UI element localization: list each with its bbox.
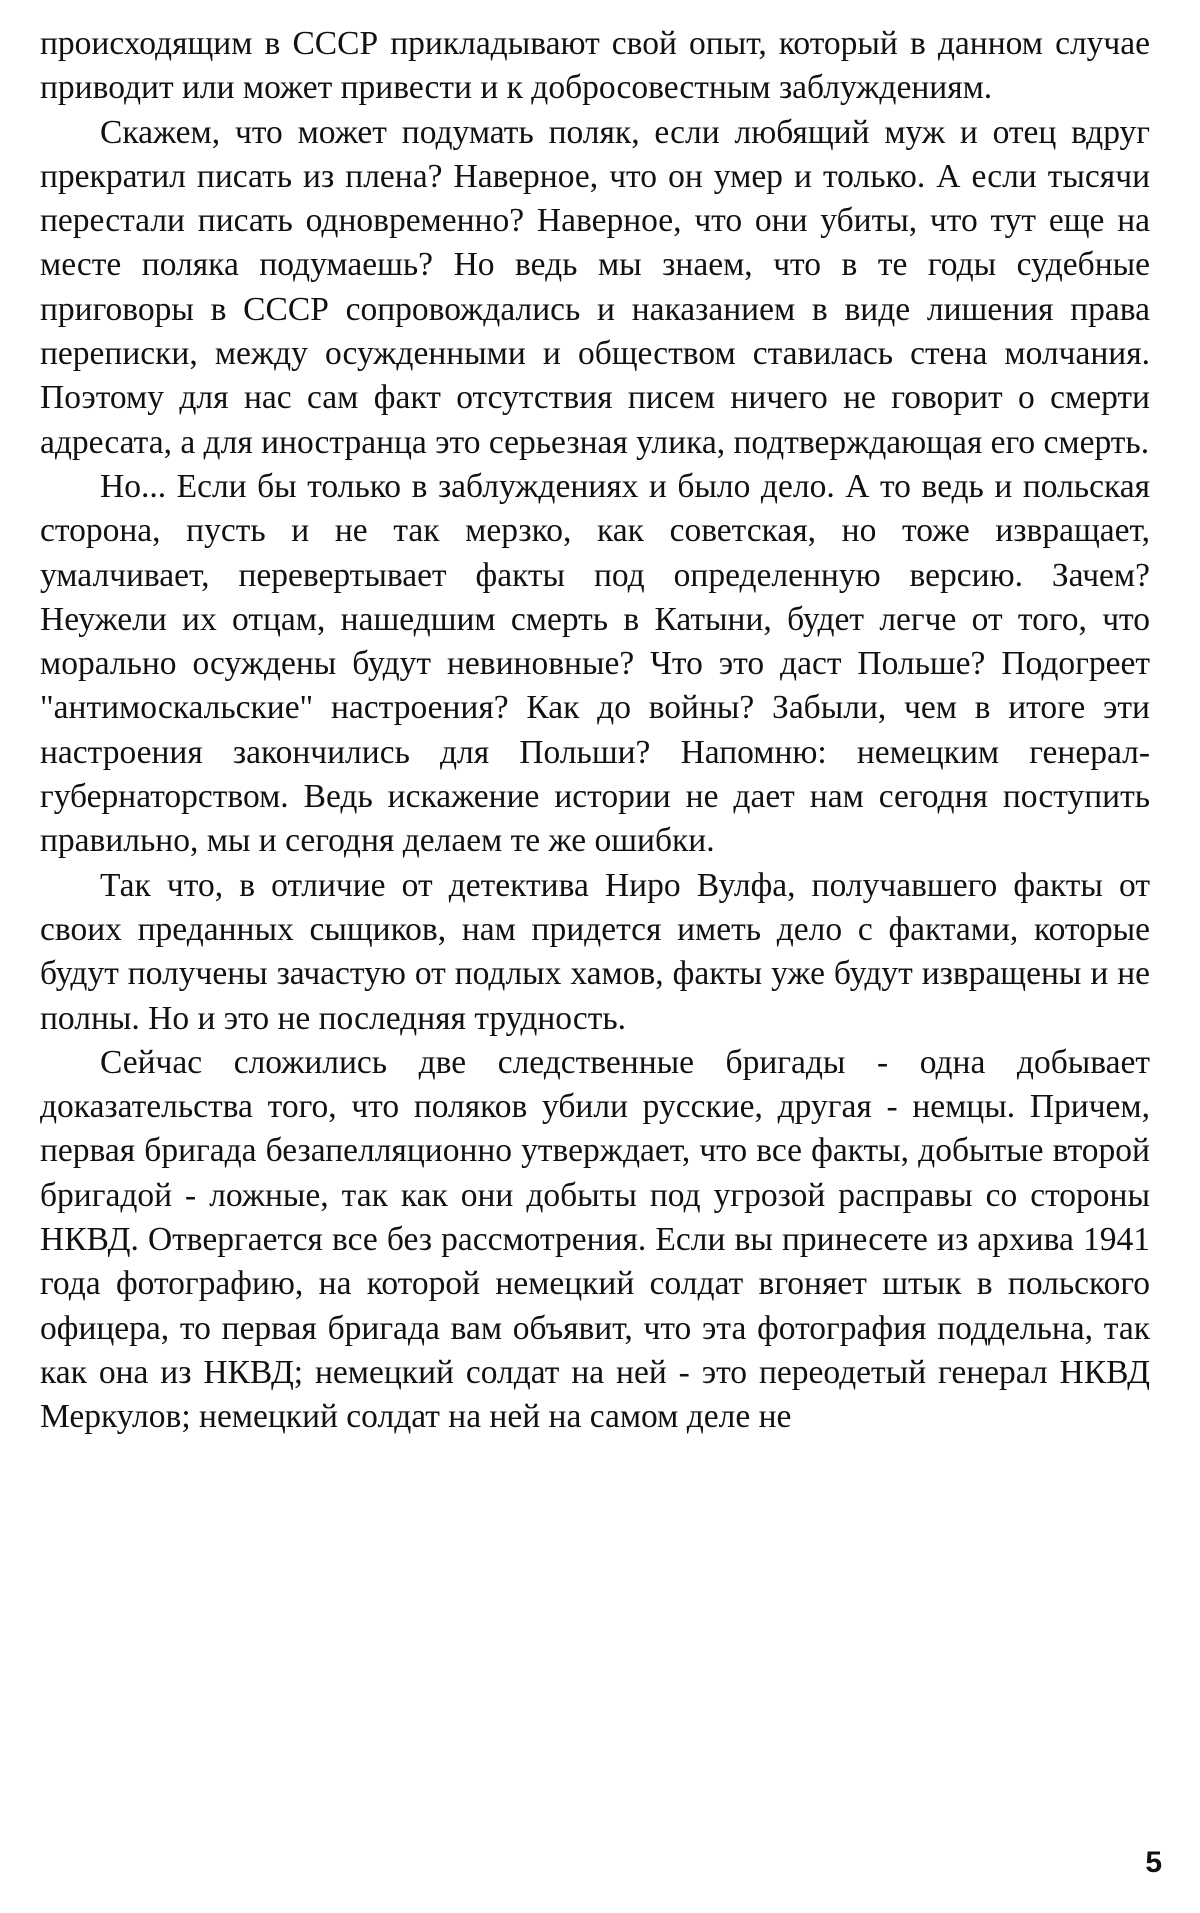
page-body — [40, 22, 1150, 1440]
paragraph-2: Скажем, что может подумать поляк, если любящий муж и отец вдруг прекратил писать из плена? Наверное, что он умер и только. А если тысячи перестали писать одновременно? Наверное, что они убиты, что тут еще на месте поляка подумаешь? Но ведь мы знаем, что в те годы судебные приговоры в СССР сопровождались и наказанием в виде лишения права переписки, между осужденными и обществом ставилась стена молчания. Поэтому для нас сам факт отсутствия писем ничего не говорит о смерти адресата, а для иностранца это серьезная улика, подтверждающая его смерть. — [40, 113, 1150, 461]
paragraph-3: Но... Если бы только в заблуждениях и было дело. А то ведь и польская сторона, пусть и не так мерзко, как советская, но тоже извращает, умалчивает, перевертывает факты под определенную версию. Зачем? Неужели их отцам, нашедшим смерть в Катыни, будет легче от того, что морально осуждены будут невиновные? Что это даст Польше? Подогреет "антимоскальские" настроения? Как до войны? Забыли, чем в итоге эти настроения закончились для Польши? Напомню: немецким генерал-губернаторством. Ведь искажение истории не дает нам сегодня поступить правильно, мы и сегодня делаем те же ошибки. — [40, 467, 1150, 860]
page-number: 5 — [1145, 1846, 1162, 1879]
paragraph-1: происходящим в СССР прикладывают свой опыт, который в данном случае приводит или может привести и к добросовестным заблуждениям. — [40, 25, 1150, 107]
paragraph-4: Так что, в отличие от детектива Ниро Вулфа, получавшего факты от своих преданных сыщиков, нам придется иметь дело с фактами, которые будут получены зачастую от подлых хамов, факты уже будут извращены и не полны. Но и это не последняя трудность. — [40, 866, 1150, 1037]
paragraph-5: Сейчас сложились две следственные бригады - одна добывает доказательства того, что поляков убили русские, другая - немцы. Причем, первая бригада безапелляционно утверждает, что все факты, добытые второй бригадой - ложные, так как они добыты под угрозой расправы со стороны НКВД. Отвергается все без рассмотрения. Если вы принесете из архива 1941 года фотографию, на которой немецкий солдат вгоняет штык в польского офицера, то первая бригада вам объявит, что эта фотография поддельна, так как она из НКВД; немецкий солдат на ней - это переодетый генерал НКВД Меркулов; немецкий солдат на ней на самом деле не — [40, 1043, 1150, 1436]
